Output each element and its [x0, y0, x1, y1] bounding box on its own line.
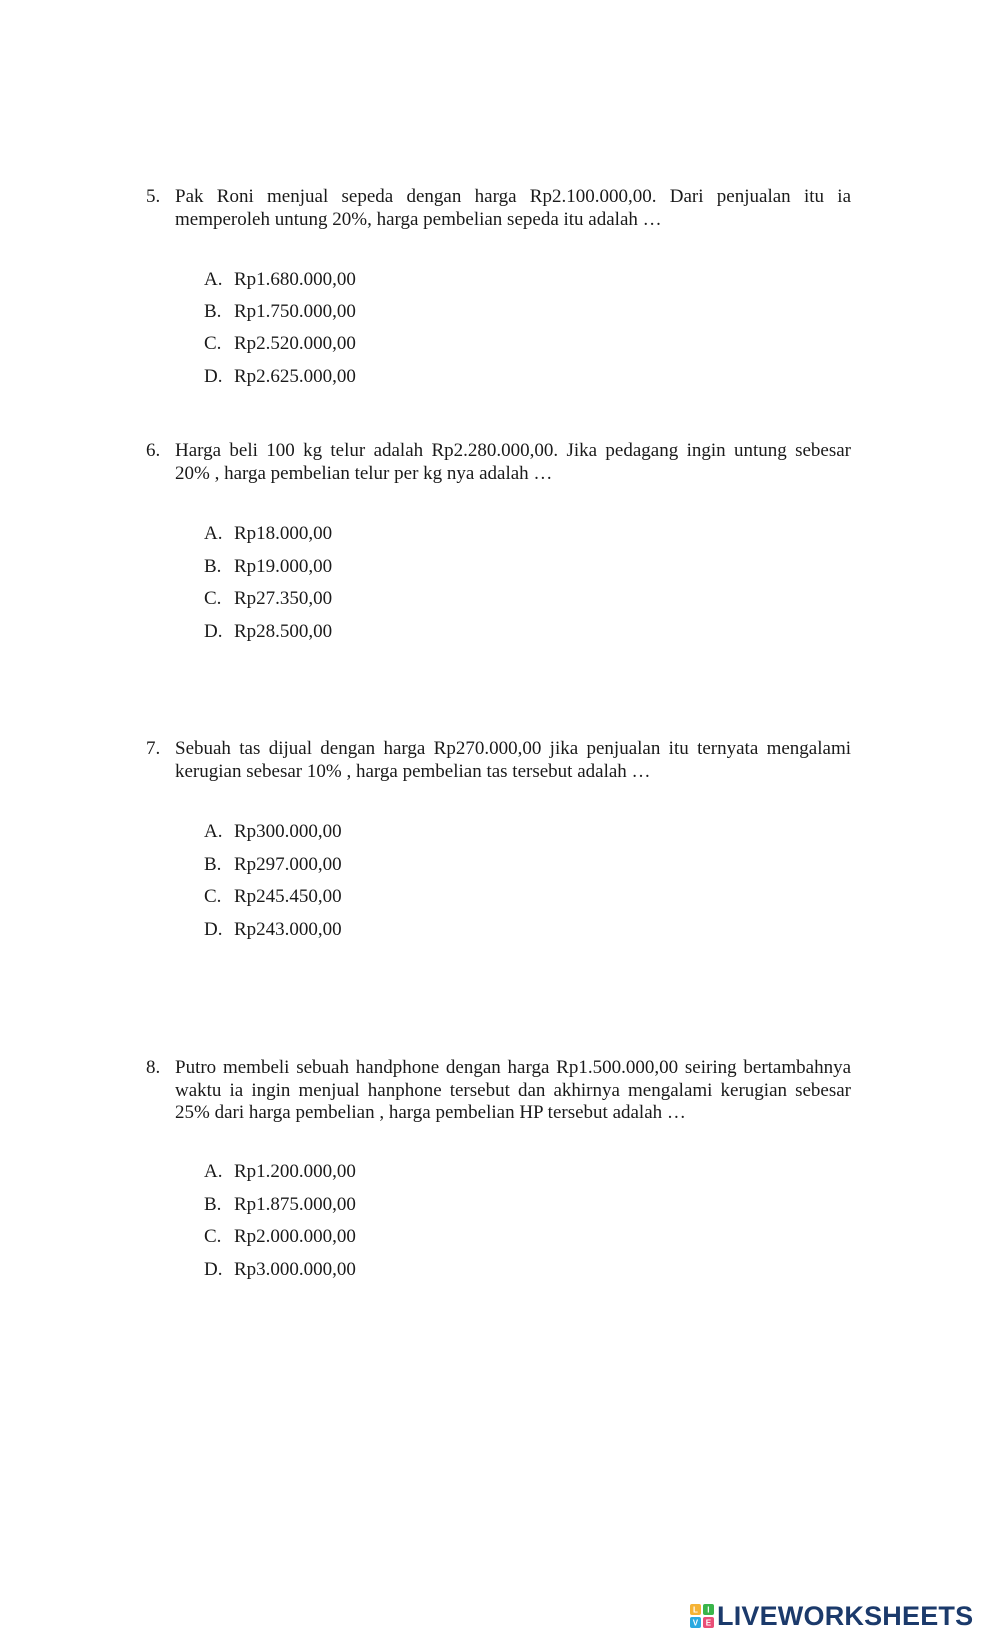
option-text: Rp243.000,00 [234, 919, 342, 940]
option-a[interactable] [204, 1161, 356, 1183]
option-d[interactable] [204, 621, 332, 643]
option-text: Rp27.350,00 [234, 588, 333, 609]
option-text: Rp297.000,00 [234, 854, 342, 875]
option-b[interactable] [204, 301, 356, 323]
question-number: 7. [146, 738, 161, 759]
question-text [175, 440, 851, 485]
option-letter: A. [204, 269, 223, 290]
question-text [175, 738, 851, 783]
option-c[interactable] [204, 886, 342, 908]
option-letter: C. [204, 886, 222, 907]
question-line: memperoleh untung 20%, harga pembelian sepeda itu adalah … [175, 208, 662, 230]
option-b[interactable] [204, 556, 332, 578]
option-text: Rp245.450,00 [234, 886, 342, 907]
question-line: kerugian sebesar 10% , harga pembelian tas tersebut adalah … [175, 760, 651, 782]
option-b[interactable] [204, 854, 342, 876]
option-letter: C. [204, 1226, 222, 1247]
option-letter: B. [204, 1194, 222, 1215]
question-line: 20% , harga pembelian telur per kg nya adalah … [175, 462, 553, 484]
option-text: Rp28.500,00 [234, 621, 333, 642]
question-number: 5. [146, 186, 161, 207]
option-text: Rp2.520.000,00 [234, 333, 356, 354]
option-a[interactable] [204, 269, 356, 291]
option-text: Rp3.000.000,00 [234, 1259, 356, 1280]
question-line: Putro membeli sebuah handphone dengan harga Rp1.500.000,00 seiring bertambahnya [175, 1057, 851, 1078]
question-number: 8. [146, 1057, 161, 1078]
option-c[interactable] [204, 588, 332, 610]
option-text: Rp1.750.000,00 [234, 301, 356, 322]
option-letter: B. [204, 556, 222, 577]
option-a[interactable] [204, 523, 332, 545]
option-text: Rp1.200.000,00 [234, 1161, 356, 1182]
option-letter: D. [204, 919, 223, 940]
option-letter: B. [204, 301, 222, 322]
option-letter: D. [204, 621, 223, 642]
option-letter: A. [204, 821, 223, 842]
option-letter: D. [204, 366, 223, 387]
question-line: Pak Roni menjual sepeda dengan harga Rp2.100.000,00. Dari penjualan itu ia [175, 186, 851, 207]
question-number: 6. [146, 440, 161, 461]
liveworksheets-logo-icon [690, 1604, 714, 1628]
option-letter: C. [204, 333, 222, 354]
option-b[interactable] [204, 1194, 356, 1216]
option-letter: A. [204, 1161, 223, 1182]
question-line: 25% dari harga pembelian , harga pembelian HP tersebut adalah … [175, 1102, 686, 1123]
option-text: Rp1.875.000,00 [234, 1194, 356, 1215]
question-text [175, 186, 851, 231]
question-line: Sebuah tas dijual dengan harga Rp270.000,00 jika penjualan itu ternyata mengalami [175, 738, 851, 759]
option-c[interactable] [204, 1226, 356, 1248]
option-d[interactable] [204, 366, 356, 388]
logo-letter: L [692, 1605, 699, 1615]
question-text [175, 1057, 851, 1125]
option-text: Rp2.000.000,00 [234, 1226, 356, 1247]
option-text: Rp18.000,00 [234, 523, 333, 544]
option-d[interactable] [204, 1259, 356, 1281]
option-letter: D. [204, 1259, 223, 1280]
logo-letter: E [705, 1618, 712, 1628]
option-letter: A. [204, 523, 223, 544]
option-letter: B. [204, 854, 222, 875]
logo-letter: I [707, 1605, 710, 1615]
option-text: Rp1.680.000,00 [234, 269, 356, 290]
option-text: Rp19.000,00 [234, 556, 333, 577]
option-a[interactable] [204, 821, 342, 843]
question-line: waktu ia ingin menjual hanphone tersebut dan akhirnya mengalami kerugian sebesar [175, 1079, 851, 1101]
question-line: Harga beli 100 kg telur adalah Rp2.280.000,00. Jika pedagang ingin untung sebesar [175, 440, 851, 461]
liveworksheets-logo [690, 1601, 973, 1631]
brand-name: LIVEWORKSHEETS [717, 1600, 974, 1631]
option-text: Rp300.000,00 [234, 821, 342, 842]
option-letter: C. [204, 588, 222, 609]
option-text: Rp2.625.000,00 [234, 366, 356, 387]
logo-letter: V [692, 1618, 699, 1628]
option-c[interactable] [204, 333, 356, 355]
option-d[interactable] [204, 919, 342, 941]
